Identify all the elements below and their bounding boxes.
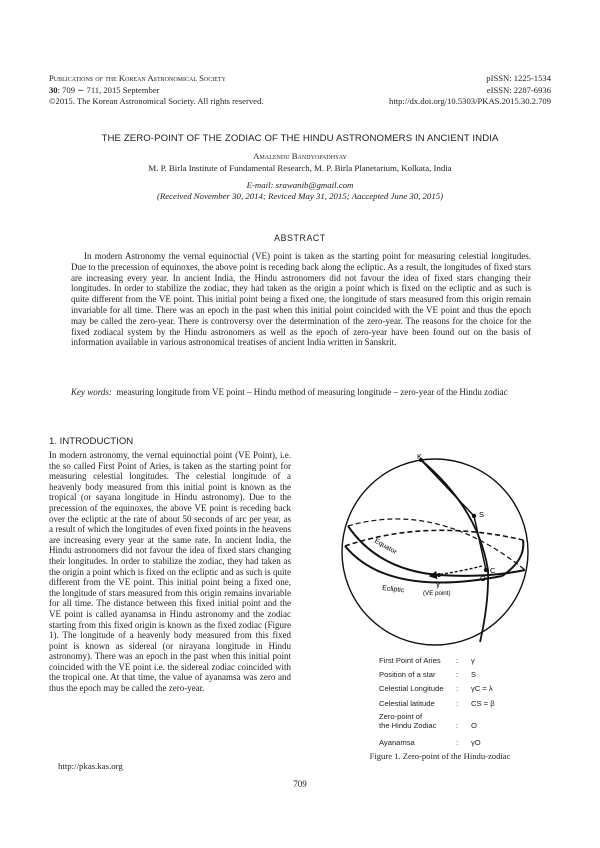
page-number: 709 [293,779,307,789]
legend-value: CS = β [471,699,495,708]
legend-value: γ [471,656,475,665]
volume-info [49,85,263,97]
legend-colon: : [456,738,459,747]
legend-label: Celestial latitude [379,699,435,708]
celestial-sphere-diagram [318,448,558,648]
section-heading-introduction: 1. INTRODUCTION [49,436,134,447]
legend-colon: : [456,721,459,730]
label-s: S [479,510,485,519]
volume-pages: : 709 ∼ 711, 2015 September [57,84,160,95]
label-equator: Equator [373,537,398,556]
legend-value: γO [471,738,481,747]
abstract-text: In modern Astronomy the vernal equinoctial (VE) point is taken as the starting point for measuring celestial longitudes. Due to the precession of equinoxes, the above point is receding back along the ecliptic. As a result, the longitudes of fixed stars are increasing every year. In ancient India, the Hindu astronomers did not favour the idea of fixed stars changing their longitudes. In order to stabilize the zodiac, they had taken as the origin a point which is fixed on the ecliptic and as such is quite different from the VE point. This initial point being a fixed one, the longitude of stars measured from this origin remain invariable for all time. There was an epoch in the past when this initial point coincided with the VE point and thus the epoch may be called the zero-year. There is controversy over the determination of the zero-year. The reasons for the choice for the fixed zodiacal system by the Hindu astronomers as well as the epoch of zero-year have been found out on the basis of information available in various astronomical treatises of ancient India written in Sanskrit. [71,251,531,348]
abstract-heading: ABSTRACT [274,233,326,243]
journal-name: Publications of the Korean Astronomical Society [49,73,226,83]
legend-value: S [471,670,477,679]
legend-label: Ayanamsa [379,738,415,747]
ecliptic-front [345,546,502,583]
meridian-arc [421,460,488,642]
figure-caption: Figure 1. Zero-point of the Hindu-zodiac [369,751,511,761]
keywords [71,387,531,398]
pole-to-star-line [421,460,486,570]
label-k: K [417,452,423,461]
label-o: O [480,574,486,583]
running-header-left [49,73,263,108]
label-ecliptic: Ecliptic [381,585,405,595]
doi-link[interactable]: http://dx.doi.org/10.5303/PKAS.2015.30.2.709 [389,96,551,106]
legend-value: O [471,721,477,730]
introduction-text: In modern astronomy, the vernal equinoctial point (VE Point), i.e. the so called First Point of Aries, is taken as the starting point for measuring celestial longitudes. The celestial longitude of a heavenly body measured from this initial point is known as the tropical (or sayana longitude in Hindu astronomy). Due to the precession of the equinoxes, the above VE point is receding back over the ecliptic at the rate of about 50 seconds of arc per year, as a result of which the longitudes of even fixed points in the heavens are increasing every year at the same rate. In ancient India, the Hindu astronomers did not favour the idea of fixed stars changing their longitudes. In order to stabilize the zodiac, they had taken as the origin a point which is fixed on the ecliptic and as such is quite different from the VE point. This initial point being a fixed one, the longitude of stars measured from this origin remains invariable for all time. The distance between this fixed initial point and the VE point is called ayanamsa in Hindu astronomy and the zodiac starting from this fixed origin is known as the fixed zodiac (Figure 1). The longitude of a heavenly body measured from this fixed point is known as sidereal (or nirayana longitude in Hindu astronomy). There was an epoch in the past when this initial point coincided with the VE point i.e. the sidereal zodiac coincided with the tropical one. At that time, the value of ayanamsa was zero and thus the epoch may be called the zero-year. [49,450,291,694]
legend-label: Celestial Longitude [379,684,444,693]
legend-label: Zero-point of the Hindu Zodiac [379,712,437,730]
legend-colon: : [456,656,459,665]
ecliptic-back [345,530,523,546]
legend-label: Position of a star [379,670,436,679]
paper-title: THE ZERO-POINT OF THE ZODIAC OF THE HINDU ASTRONOMERS IN ANCIENT INDIA [101,133,499,144]
legend-colon: : [456,684,459,693]
keywords-text: measuring longitude from VE point – Hindu method of measuring longitude – zero-year of the Hindu zodiac [116,387,508,397]
email[interactable]: E-mail: srawanib@gmail.com [246,179,354,190]
affiliation: M. P. Birla Institute of Fundamental Research, M. P. Birla Planetarium, Kolkata, India [148,162,452,173]
label-gamma: γ [436,580,440,589]
running-header-right [389,73,551,108]
vernal-equinox-point [437,573,441,577]
received-dates: (Received November 30, 2014; Reviced May 31, 2015; Aaccepted June 30, 2015) [156,191,444,202]
footer-url[interactable]: http://pkas.kas.org [58,761,123,771]
star-point [472,514,476,518]
author-block [0,151,600,203]
celestial-sphere-outline [342,459,528,645]
legend-value: γC = λ [471,684,493,693]
label-ve-point: (VE point) [423,590,451,597]
author-name: Amalendu Bandyopadhyay [253,151,347,161]
legend-colon: : [456,670,459,679]
keywords-label: Key words: [71,387,112,397]
eissn: eISSN: 2287-6936 [486,84,551,95]
copyright: ©2015. The Korean Astronomical Society. All rights reserved. [49,96,264,106]
legend-label: First Point of Aries [379,656,441,665]
volume-number: 30 [49,84,58,95]
label-c: C [490,566,496,575]
pissn: pISSN: 1225-1534 [486,73,551,83]
longitude-point [484,568,488,572]
legend-colon: : [456,699,459,708]
